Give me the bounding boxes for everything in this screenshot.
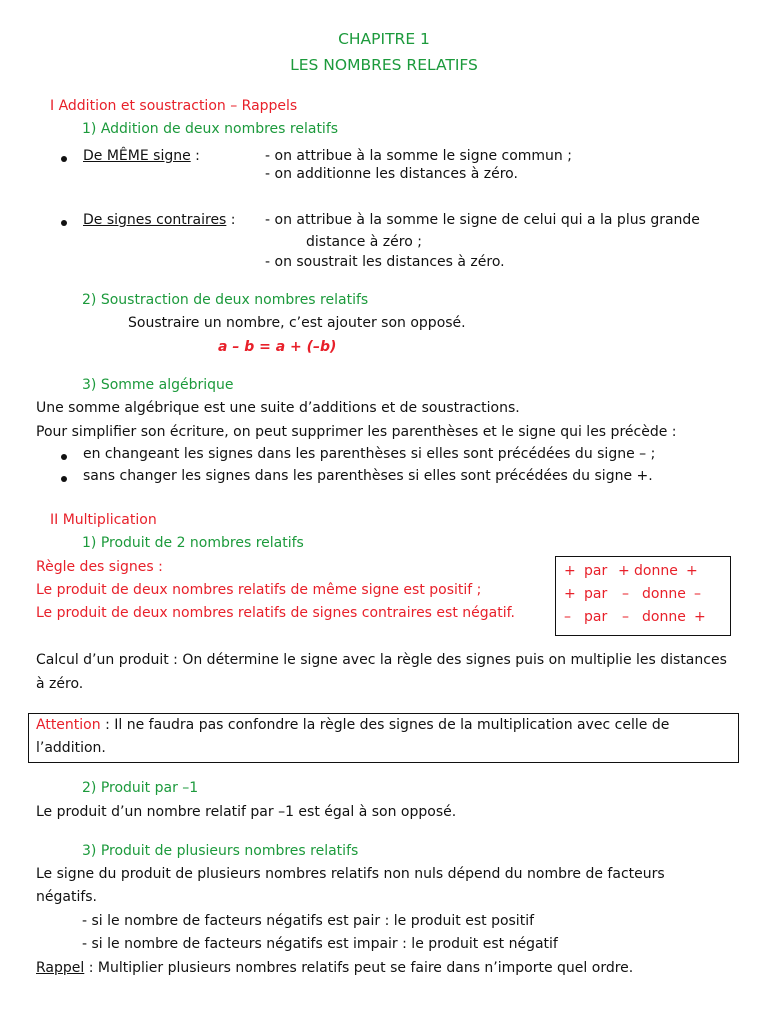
section2-sub3-title: 3) Produit de plusieurs nombres relatifs xyxy=(82,843,359,859)
multi-product-case-odd: - si le nombre de facteurs négatifs est impair : le produit est négatif xyxy=(82,936,558,952)
sign-par: par xyxy=(584,586,608,602)
sign-a: – xyxy=(564,609,571,625)
section2-sub2-title: 2) Produit par –1 xyxy=(82,780,199,796)
section1-title: I Addition et soustraction – Rappels xyxy=(50,98,298,114)
opposite-sign-line-2: distance à zéro ; xyxy=(306,234,422,250)
section1-sub3-title: 3) Somme algébrique xyxy=(82,377,234,393)
product-minus-one-text: Le produit d’un nombre relatif par –1 est égal à son opposé. xyxy=(36,804,457,820)
subtraction-formula: a – b = a + (–b) xyxy=(218,339,337,355)
chapter-number: CHAPITRE 1 xyxy=(338,30,430,48)
sign-result: + xyxy=(694,609,706,625)
multi-product-case-even: - si le nombre de facteurs négatifs est pair : le produit est positif xyxy=(82,913,535,929)
bullet-icon xyxy=(61,476,67,482)
product-calc-line-1: Calcul d’un produit : On détermine le signe avec la règle des signes puis on multiplie les distances xyxy=(36,652,727,668)
algebraic-sum-simplify: Pour simplifier son écriture, on peut supprimer les parenthèses et le signe qui les précède : xyxy=(36,424,677,440)
sign-donne: donne xyxy=(642,609,686,625)
product-calc-line-2: à zéro. xyxy=(36,676,84,692)
opposite-sign-line-1: - on attribue à la somme le signe de celui qui a la plus grande xyxy=(265,212,700,228)
section2-sub1-title: 1) Produit de 2 nombres relatifs xyxy=(82,535,304,551)
sign-par: par xyxy=(584,609,608,625)
section2-title: II Multiplication xyxy=(50,512,157,528)
sign-donne: donne xyxy=(642,586,686,602)
sign-b: + xyxy=(618,563,630,579)
opposite-sign-label: De signes contraires : xyxy=(83,212,236,228)
sign-result: – xyxy=(694,586,701,602)
rappel-label: Rappel xyxy=(36,960,85,976)
sign-a: + xyxy=(564,586,576,602)
sign-donne: donne xyxy=(634,563,678,579)
bullet-icon xyxy=(61,156,67,162)
same-sign-line-1: - on attribue à la somme le signe commun ; xyxy=(265,148,572,164)
sign-rule-same: Le produit de deux nombres relatifs de même signe est positif ; xyxy=(36,582,482,598)
same-sign-line-2: - on additionne les distances à zéro. xyxy=(265,166,518,182)
opposite-sign-line-3: - on soustrait les distances à zéro. xyxy=(265,254,505,270)
multi-product-line-2: négatifs. xyxy=(36,889,98,905)
sign-b: – xyxy=(622,586,629,602)
sign-a: + xyxy=(564,563,576,579)
section1-sub2-title: 2) Soustraction de deux nombres relatifs xyxy=(82,292,369,308)
chapter-title: LES NOMBRES RELATIFS xyxy=(290,56,478,74)
sign-rule-label: Règle des signes : xyxy=(36,559,163,575)
multi-product-line-1: Le signe du produit de plusieurs nombres relatifs non nuls dépend du nombre de facteurs xyxy=(36,866,665,882)
attention-line-1: Attention : Il ne faudra pas confondre la règle des signes de la multiplication avec celle de xyxy=(36,717,670,733)
sign-b: – xyxy=(622,609,629,625)
bullet-icon xyxy=(61,220,67,226)
sign-par: par xyxy=(584,563,608,579)
algebraic-sum-definition: Une somme algébrique est une suite d’additions et de soustractions. xyxy=(36,400,520,416)
section1-sub1-title: 1) Addition de deux nombres relatifs xyxy=(82,121,339,137)
sign-result: + xyxy=(686,563,698,579)
algebraic-sum-bullet-1: en changeant les signes dans les parenthèses si elles sont précédées du signe – ; xyxy=(83,446,656,462)
rappel-line: Rappel : Multiplier plusieurs nombres relatifs peut se faire dans n’importe quel ordre. xyxy=(36,960,634,976)
sign-table xyxy=(555,556,731,636)
algebraic-sum-bullet-2: sans changer les signes dans les parenthèses si elles sont précédées du signe +. xyxy=(83,468,653,484)
attention-line-2: l’addition. xyxy=(36,740,106,756)
subtraction-rule: Soustraire un nombre, c’est ajouter son opposé. xyxy=(128,315,466,331)
bullet-icon xyxy=(61,454,67,460)
attention-label: Attention xyxy=(36,717,101,733)
sign-rule-opposite: Le produit de deux nombres relatifs de signes contraires est négatif. xyxy=(36,605,515,621)
same-sign-label: De MÊME signe : xyxy=(83,148,200,164)
